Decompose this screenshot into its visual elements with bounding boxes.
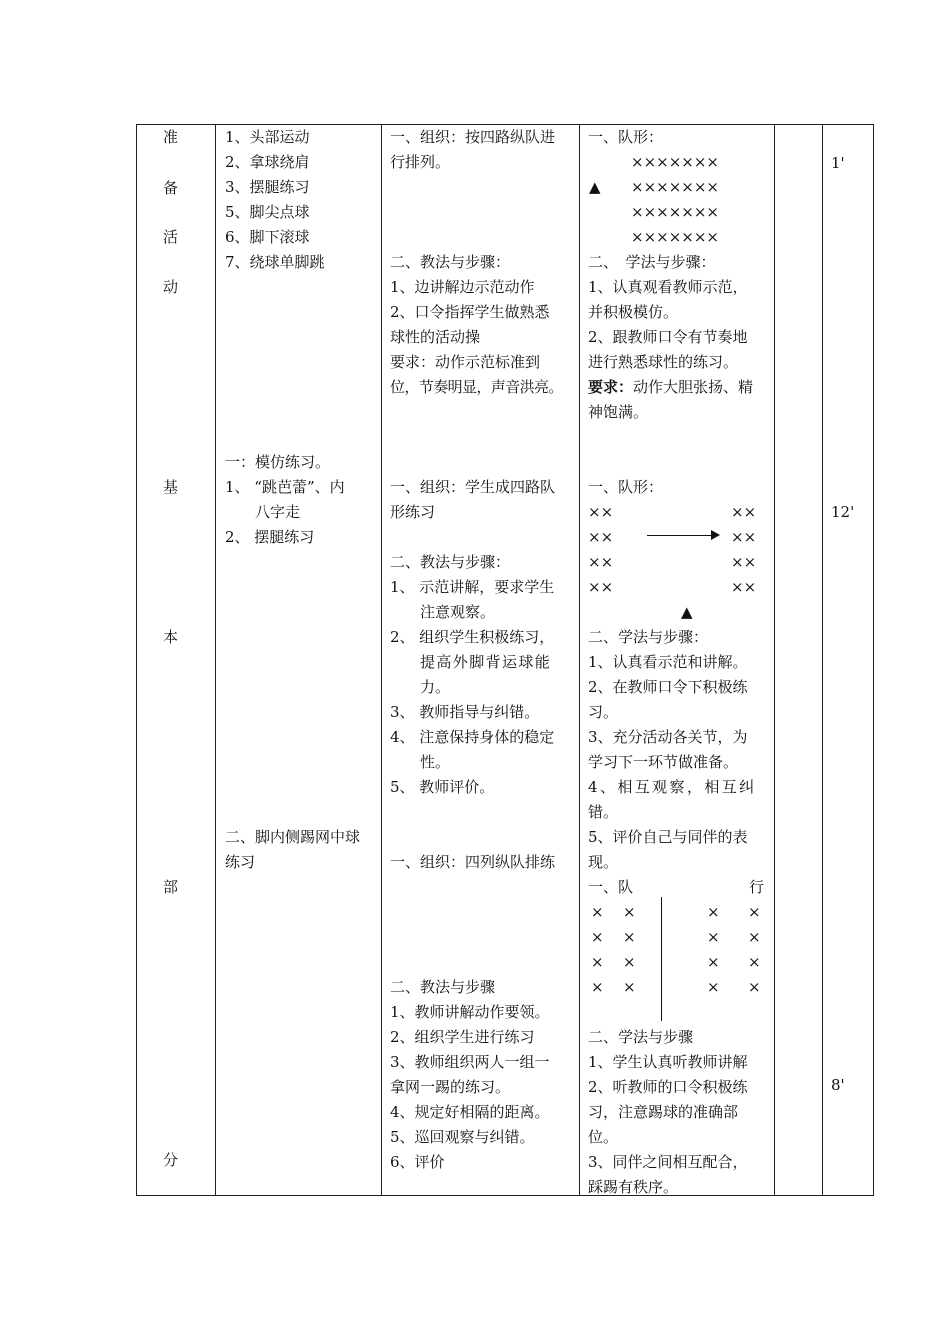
list-item: 5、脚尖点球 (225, 203, 310, 221)
student-method-line: 5、评价自己与同伴的表 (588, 828, 748, 846)
formation-left: ×× (588, 503, 614, 521)
player-mark: × (591, 903, 604, 921)
formation-right: ×× (731, 503, 757, 521)
formation-title: 一、队形： (588, 128, 664, 146)
student-method-line: 习。 (588, 703, 619, 721)
teacher-org: 行排列。 (390, 153, 451, 171)
player-mark: × (707, 903, 720, 921)
student-method-line: 1、学生认真听教师讲解 (588, 1053, 748, 1071)
formation-title: 一、队 (588, 878, 634, 896)
teacher-org: 一、组织：四列纵队排练 (390, 853, 556, 871)
student-method-title: 二、学法与步骤 (588, 1028, 694, 1046)
list-item: 6、脚下滚球 (225, 228, 310, 246)
teacher-method-line: 4、规定好相隔的距离。 (390, 1103, 550, 1121)
teacher-marker: ▲ (589, 178, 601, 196)
student-method-line: 3、同伴之间相互配合， (588, 1153, 748, 1171)
player-mark: × (748, 903, 761, 921)
teacher-org: 形练习 (390, 503, 436, 521)
player-mark: × (591, 953, 604, 971)
player-mark: × (623, 953, 636, 971)
formation-right: ×× (731, 528, 757, 546)
teacher-method-line: 4、 注意保持身体的稳定 (390, 728, 555, 746)
formation-row: ××××××× (631, 203, 719, 221)
teacher-method-line: 1、边讲解边示范动作 (390, 278, 535, 296)
direction-arrow-line (647, 535, 713, 536)
time-prep: 1' (831, 154, 845, 172)
player-mark: × (623, 978, 636, 996)
teacher-method-line: 性。 (420, 753, 451, 771)
section-label-char: 部 (163, 878, 179, 896)
teacher-method-line: 2、口令指挥学生做熟悉 (390, 303, 550, 321)
player-mark: × (748, 953, 761, 971)
section-label-char: 本 (163, 628, 179, 646)
student-requirement-line: 神饱满。 (588, 403, 649, 421)
section-label-char: 分 (163, 1151, 179, 1169)
student-method-line: 踩踢有秩序。 (588, 1178, 679, 1196)
student-method-line: 4、相互观察，相互纠 (588, 778, 757, 796)
section-label-char: 基 (163, 478, 179, 496)
student-method-line: 进行熟悉球性的练习。 (588, 353, 739, 371)
player-mark: × (707, 953, 720, 971)
time-imitation: 12' (831, 503, 855, 521)
player-mark: × (748, 928, 761, 946)
student-method-title: 二、学法与步骤： (588, 628, 709, 646)
net-line (661, 897, 662, 1021)
teacher-method-line: 提高外脚背运球能 (420, 653, 552, 671)
column-divider (381, 125, 382, 1195)
teacher-method-line: 1、教师讲解动作要领。 (390, 1003, 550, 1021)
student-requirement (588, 375, 753, 400)
student-method-line: 位。 (588, 1128, 619, 1146)
formation-title: 行 (749, 878, 765, 896)
teacher-method-line: 5、 教师评价。 (390, 778, 495, 796)
formation-title: 一、队形： (588, 478, 664, 496)
teacher-method-line: 3、 教师指导与纠错。 (390, 703, 540, 721)
student-method-line: 2、跟教师口令有节奏地 (588, 328, 748, 346)
content-title: 一：模仿练习。 (225, 453, 331, 471)
student-method-line: 并积极模仿。 (588, 303, 679, 321)
teacher-method-line: 3、教师组织两人一组一 (390, 1053, 550, 1071)
content-title: 二、脚内侧踢网中球 (225, 828, 361, 846)
formation-left: ×× (588, 553, 614, 571)
list-item: 2、 摆腿练习 (225, 528, 315, 546)
list-item: 3、摆腿练习 (225, 178, 310, 196)
list-item: 1、 “跳芭蕾”、内 (225, 478, 345, 496)
section-label-char: 准 (163, 128, 179, 146)
list-item: 7、绕球单脚跳 (225, 253, 325, 271)
arrow-right-icon (711, 530, 720, 540)
teacher-marker: ▲ (681, 603, 693, 621)
teacher-method-title: 二、教法与步骤 (390, 978, 496, 996)
teacher-org: 一、组织：学生成四路队 (390, 478, 556, 496)
section-label-char: 备 (163, 179, 179, 197)
section-label-char: 动 (163, 278, 179, 296)
section-label-char: 活 (163, 228, 179, 246)
teacher-method-line: 5、巡回观察与纠错。 (390, 1128, 535, 1146)
teacher-method-line: 注意观察。 (420, 603, 496, 621)
requirement-label: 要求： (588, 378, 634, 396)
formation-left: ×× (588, 578, 614, 596)
teacher-method-title: 二、教法与步骤： (390, 553, 511, 571)
teacher-method-line: 6、评价 (390, 1153, 445, 1171)
student-method-line: 习，注意踢球的准确部 (588, 1103, 739, 1121)
formation-row: ××××××× (631, 178, 719, 196)
teacher-method-line: 要求：动作示范标准到 (390, 353, 541, 371)
student-method-line: 2、在教师口令下积极练 (588, 678, 748, 696)
player-mark: × (623, 903, 636, 921)
teacher-method-title: 二、教法与步骤： (390, 253, 511, 271)
student-method-line: 3、充分活动各关节，为 (588, 728, 748, 746)
teacher-method-line: 2、组织学生进行练习 (390, 1028, 535, 1046)
formation-right: ×× (731, 578, 757, 596)
student-method-line: 现。 (588, 853, 619, 871)
player-mark: × (623, 928, 636, 946)
list-item: 八字走 (255, 503, 301, 521)
teacher-method-line: 1、 示范讲解，要求学生 (390, 578, 555, 596)
student-method-line: 学习下一环节做准备。 (588, 753, 739, 771)
student-method-title: 二、 学法与步骤： (588, 253, 716, 271)
list-item: 1、头部运动 (225, 128, 310, 146)
player-mark: × (591, 978, 604, 996)
lesson-plan-table (136, 124, 874, 1196)
player-mark: × (707, 928, 720, 946)
column-divider (774, 125, 775, 1195)
student-method-line: 1、认真观看教师示范， (588, 278, 748, 296)
teacher-method-line: 球性的活动操 (390, 328, 481, 346)
formation-row: ××××××× (631, 228, 719, 246)
column-divider (215, 125, 216, 1195)
player-mark: × (707, 978, 720, 996)
student-method-line: 错。 (588, 803, 619, 821)
student-method-line: 1、认真看示范和讲解。 (588, 653, 748, 671)
teacher-method-line: 2、 组织学生积极练习， (390, 628, 555, 646)
list-item: 2、拿球绕肩 (225, 153, 310, 171)
column-divider (822, 125, 823, 1195)
requirement-text: 动作大胆张扬、精 (633, 378, 754, 396)
player-mark: × (591, 928, 604, 946)
formation-left: ×× (588, 528, 614, 546)
teacher-method-line: 拿网一踢的练习。 (390, 1078, 511, 1096)
column-divider (579, 125, 580, 1195)
content-title: 练习 (225, 853, 256, 871)
formation-row: ××××××× (631, 153, 719, 171)
player-mark: × (748, 978, 761, 996)
teacher-method-line: 力。 (420, 678, 451, 696)
teacher-method-line: 位，节奏明显，声音洪亮。 (390, 378, 563, 396)
student-method-line: 2、听教师的口令积极练 (588, 1078, 748, 1096)
teacher-org: 一、组织：按四路纵队进 (390, 128, 556, 146)
time-kick: 8' (831, 1076, 845, 1094)
formation-right: ×× (731, 553, 757, 571)
